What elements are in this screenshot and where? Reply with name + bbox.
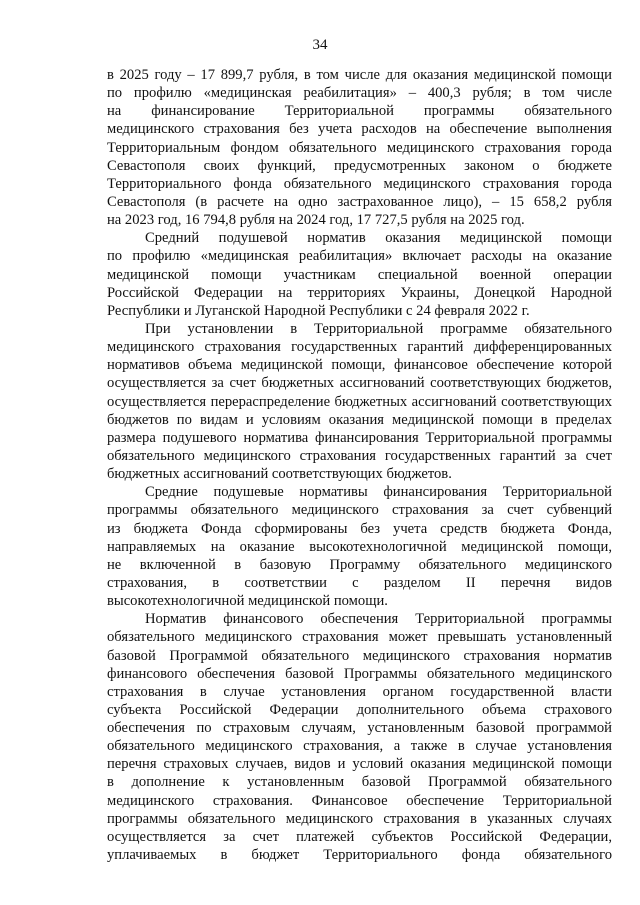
text-line: обязательного медицинского страхования, а также в случае установления [107,738,612,755]
text-line: не включенной в базовую Программу обязательного медицинского [107,556,612,573]
text-line: по профилю «медицинская реабилитация» – 400,3 рубля; в том числе [107,85,612,102]
paragraph-first-line: Средние подушевые нормативы финансирования Территориальной [145,484,612,501]
text-line: обеспечения по страховым случаям, установленным базовой программой [107,720,612,737]
text-line: перечня страховых случаев, видов и условий оказания медицинской помощи [107,756,612,773]
text-line: на финансирование Территориальной программы обязательного [107,103,612,120]
text-line: осуществляется за счет бюджетных ассигнований соответствующих бюджетов, [107,375,612,392]
text-line: программы обязательного медицинского страхования за счет субвенций [107,502,612,519]
text-line: Российской Федерации на территориях Украины, Донецкой Народной [107,284,612,301]
text-line: базовой Программой обязательного медицинского страхования норматив [107,647,612,664]
text-line: в дополнение к установленным базовой Программой обязательного [107,774,612,791]
text-line: страхования в случае установления органом государственной власти [107,683,612,700]
paragraph-first-line: Средний подушевой норматив оказания медицинской помощи [145,230,612,247]
text-line: обязательного медицинского страхования государственных гарантий за счет [107,447,612,464]
text-line: уплачиваемых в бюджет Территориального фонда обязательного [107,847,612,864]
text-line: нормативов объема медицинской помощи, финансовое обеспечение которой [107,357,612,374]
text-line: бюджетных ассигнований соответствующих бюджетов. [107,466,452,483]
text-line: Республики и Луганской Народной Республики с 24 февраля 2022 г. [107,302,530,319]
text-line: обязательного медицинского страхования может превышать установленный [107,629,612,646]
text-line: Севастополя (в расчете на одно застрахованное лицо), – 15 658,2 рубля [107,193,612,210]
paragraph-first-line: При установлении в Территориальной программе обязательного [145,320,612,337]
text-line: осуществляется за счет платежей субъектов Российской Федерации, [107,828,612,845]
text-line: субъекта Российской Федерации дополнительного объема страхового [107,701,612,718]
text-line: Территориального фонда обязательного медицинского страхования города [107,175,612,192]
text-line: высокотехнологичной медицинской помощи. [107,593,388,610]
text-line: направляемых на оказание высокотехнологичной медицинской помощи, [107,538,612,555]
paragraph-first-line: Норматив финансового обеспечения Территориальной программы [145,611,612,628]
text-line: бюджетов по видам и условиям оказания медицинской помощи в пределах [107,411,612,428]
text-line: медицинской помощи участникам специальной военной операции [107,266,612,283]
page-number: 34 [312,37,328,53]
text-line: медицинского страхования без учета расходов на обеспечение выполнения [107,121,612,138]
text-line: из бюджета Фонда сформированы без учета средств бюджета Фонда, [107,520,612,537]
text-line: страхования, в соответствии с разделом II перечня видов [107,574,612,591]
text-line: финансового обеспечения базовой Программы обязательного медицинского [107,665,612,682]
text-line: медицинского страхования государственных гарантий дифференцированных [107,339,612,356]
text-line: на 2023 год, 16 794,8 рубля на 2024 год, 17 727,5 рубля на 2025 год. [107,212,525,229]
text-line: программы обязательного медицинского страхования в указанных случаях [107,810,612,827]
body-text [107,66,612,864]
text-line: Севастополя своих функций, предусмотренных законом о бюджете [107,157,612,174]
text-line: осуществляется перераспределение бюджетных ассигнований соответствующих [107,393,612,410]
text-line: по профилю «медицинская реабилитация» включает расходы на оказание [107,248,612,265]
text-line: размера подушевого норматива финансирования Территориальной программы [107,429,612,446]
text-line: медицинского страхования. Финансовое обеспечение Территориальной [107,792,612,809]
text-line: Территориальным фондом обязательного медицинского страхования города [107,139,612,156]
text-line: в 2025 году – 17 899,7 рубля, в том числе для оказания медицинской помощи [107,67,612,83]
